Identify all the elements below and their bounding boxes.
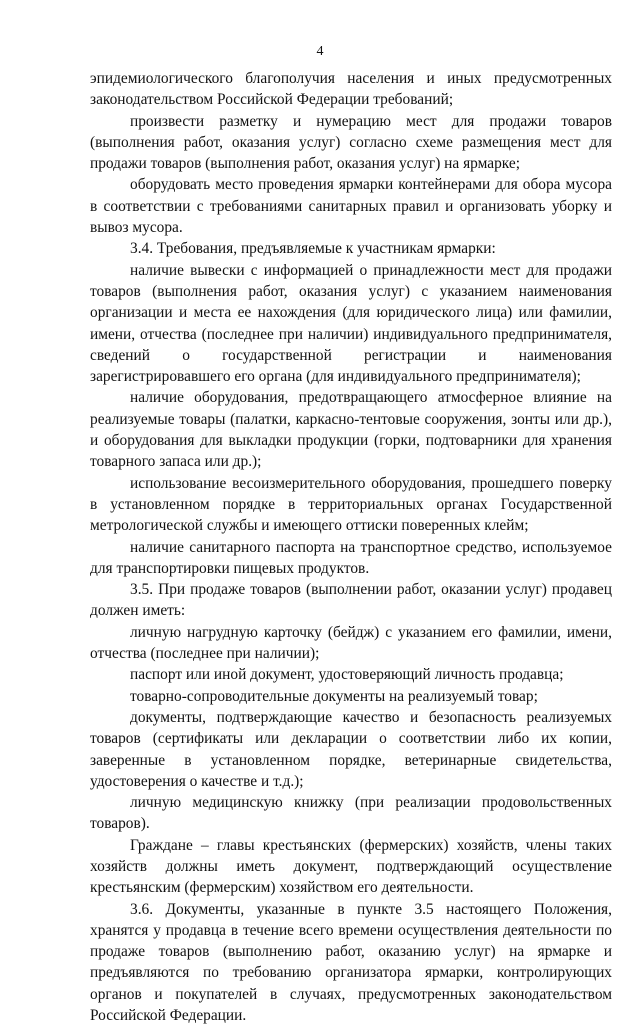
paragraph-marking-places: произвести разметку и нумерацию мест для продажи товаров (выполнения работ, оказания услуг) согласно схеме размещения мест для продажи товаров (выполнения работ, оказания услуг) на ярмарке;	[90, 112, 612, 173]
paragraph-badge: личную нагрудную карточку (бейдж) с указанием его фамилии, имени, отчества (последнее при наличии);	[90, 623, 612, 663]
section-3-5-heading: 3.5. При продаже товаров (выполнении работ, оказании услуг) продавец должен иметь:	[90, 581, 612, 620]
paragraph-epidemiological-requirements: эпидемиологического благополучия населения и иных предусмотренных законодательством Российской Федерации требований;	[90, 70, 612, 109]
paragraph-passport: паспорт или иной документ, удостоверяющий личность продавца;	[130, 666, 564, 684]
section-3-4-heading: 3.4. Требования, предъявляемые к участникам ярмарки:	[130, 240, 496, 258]
paragraph-medical-book: личную медицинскую книжку (при реализации продовольственных товаров).	[90, 794, 612, 833]
paragraph-sanitary-passport: наличие санитарного паспорта на транспортное средство, используемое для транспортировки пищевых продуктов.	[90, 538, 612, 577]
paragraph-signboard: наличие вывески с информацией о принадлежности мест для продажи товаров (выполнения работ, оказания услуг) с указанием наименования организации и места ее нахождения (для юридического лица) или фамилии, имени, отчества (последнее при наличии) индивидуального предпринимателя, сведений о государственной регистрации и наименования зарегистрировавшего его органа (для индивидуального предпринимателя);	[90, 261, 612, 386]
paragraph-garbage-containers: оборудовать место проведения ярмарки контейнерами для обора мусора в соответствии с требованиями санитарных правил и организовать уборку и вывоз мусора.	[90, 176, 612, 237]
document-body	[90, 68, 612, 1026]
section-3-6-paragraph: 3.6. Документы, указанные в пункте 3.5 настоящего Положения, хранятся у продавца в течение всего времени осуществления деятельности по продаже товаров (выполнению работ, оказанию услуг) на ярмарке и предъявляются по требованию организатора ярмарки, контролирующих органов и покупателей в случаях, предусмотренных законодательством Российской Федерации.	[90, 900, 612, 1025]
paragraph-quality-documents: документы, подтверждающие качество и безопасность реализуемых товаров (сертификаты или декларации о соответствии либо их копии, заверенные в установленном порядке, ветеринарные свидетельства, удостоверения о качестве и т.д.);	[90, 708, 612, 790]
paragraph-weighing-equipment: использование весоизмерительного оборудования, прошедшего поверку в установленном порядке в территориальных органах Государственной метрологической службы и имеющего оттиски поверенных клейм;	[90, 474, 612, 535]
paragraph-farm-heads: Граждане – главы крестьянских (фермерских) хозяйств, члены таких хозяйств должны иметь документ, подтверждающий осуществление крестьянским (фермерским) хозяйством его деятельности.	[90, 836, 612, 897]
page-number: 4	[316, 44, 324, 59]
paragraph-accompanying-documents: товарно-сопроводительные документы на реализуемый товар;	[130, 687, 538, 705]
paragraph-weather-equipment: наличие оборудования, предотвращающего атмосферное влияние на реализуемые товары (палатки, каркасно-тентовые сооружения, зонты или др.), и оборудования для выкладки продукции (горки, подтоварники для хранения товарного запаса или др.);	[90, 389, 612, 471]
